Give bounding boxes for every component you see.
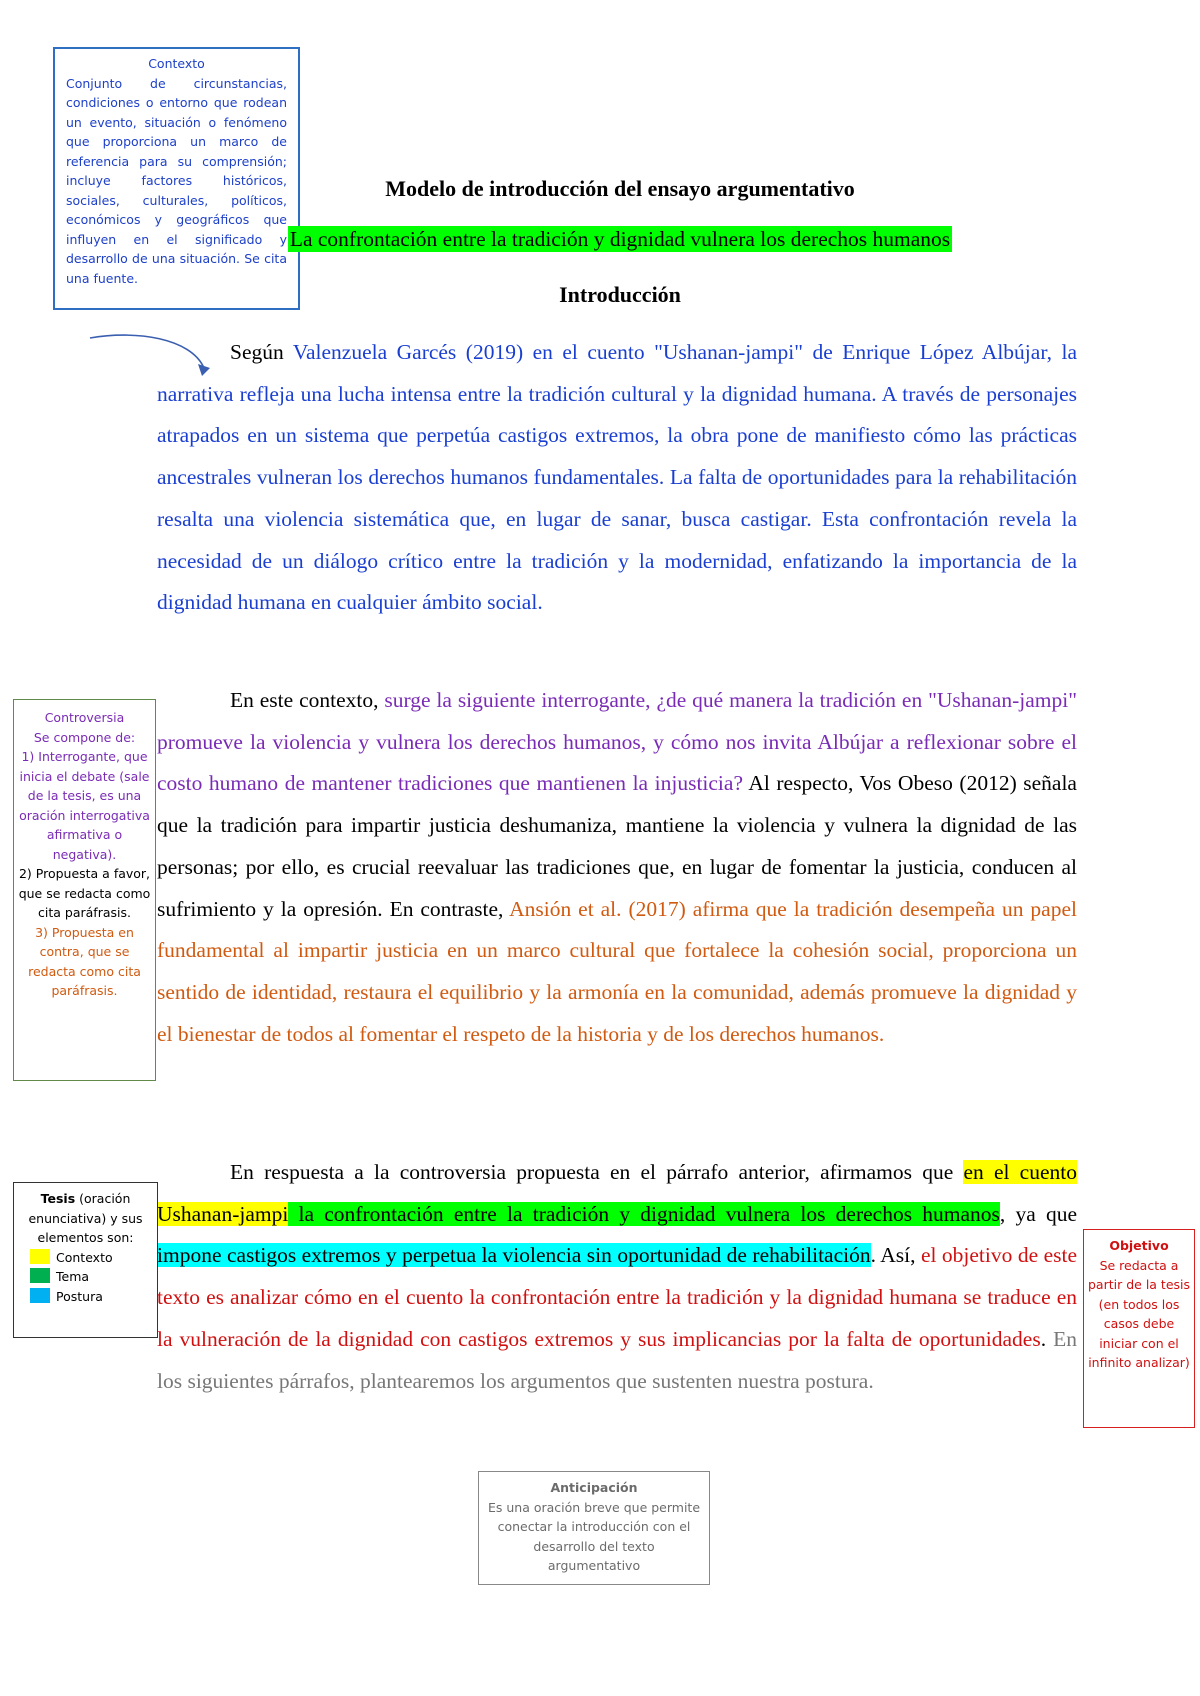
p1-lead: Según (230, 340, 293, 364)
controversy-item-3-label: 3) Propuesta en contra, (35, 924, 134, 959)
paragraph-controversy (157, 680, 1077, 1055)
controversy-item-1 (18, 747, 151, 864)
paragraph-thesis (157, 1152, 1077, 1402)
p3-lead: En respuesta a la controversia propuesta en el párrafo anterior, afirmamos que (230, 1160, 964, 1184)
highlighted-title-text: La confrontación entre la tradición y dignidad vulnera los derechos humanos (289, 227, 951, 251)
p3-anticipation: En los siguientes párrafos, plantearemos los argumentos que sustenten nuestra postura. (157, 1326, 1077, 1393)
controversy-note-subtitle: Se compone de: (33, 729, 136, 745)
p3-mid: , ya que (999, 1201, 1077, 1226)
p2-question: surge la siguiente interrogante, ¿de qué manera la tradición en "Ushanan-jampi" promueve la violencia y vulnera los derechos humanos, y cómo nos invita Albújar a reflexionar sobre el costo humano de mantener tradiciones que mantienen la injusticia? (157, 688, 1077, 796)
paragraph-context (157, 332, 1077, 624)
thesis-note-header (18, 1189, 153, 1248)
p3-theme-highlight: la confrontación entre la tradición y dignidad vulnera los derechos humanos (288, 1201, 1000, 1226)
controversy-item-2-label: 2) Propuesta a favor, (18, 866, 151, 881)
thesis-note (13, 1182, 158, 1338)
controversy-item-2 (18, 864, 151, 923)
p2-contra: Ansión et al. (2017) afirma que la tradición desempeña un papel fundamental al impartir justicia en un marco cultural que fortalece la cohesión social, proporciona un sentido de identidad, restaura el equilibrio y la armonía en la comunidad, además promueve la dignidad y el bienestar de todos al fomentar el respeto de la historia y de los derechos humanos. (157, 896, 1077, 1046)
legend-label-theme: Tema (56, 1269, 90, 1284)
thesis-legend (18, 1248, 153, 1307)
controversy-item-1-body: que inicia el debate (sale de la tesis, es una oración interrogativa afirmativa o negativa). (19, 749, 150, 862)
p3-objective: el objetivo de este texto es analizar cómo en el cuento la confrontación entre la tradición y la dignidad humana se traduce en la vulneración de la dignidad con castigos extremos y sus implicancias por la falta de oportunidades (157, 1243, 1077, 1351)
context-note-body: Conjunto de circunstancias, condiciones o entorno que rodean un evento, situación o fenómeno que proporciona un marco de referencia para su comprensión; incluye factores históricos, sociales, culturales, políticos, económicos y geográficos que influyen en el significado y desarrollo de una situación. Se cita una fuente. (66, 75, 287, 286)
context-note-title: Contexto (148, 56, 205, 71)
anticipation-note (478, 1471, 710, 1585)
thesis-note-title: Tesis (40, 1191, 76, 1206)
section-heading: Introducción (559, 282, 681, 307)
legend-item-context (30, 1248, 153, 1268)
p1-context-text: Valenzuela Garcés (2019) en el cuento "Ushanan-jampi" de Enrique López Albújar, la narrativa refleja una lucha intensa entre la tradición cultural y la dignidad humana. A través de personajes atrapados en un sistema que perpetúa castigos extremos, la obra pone de manifiesto cómo las prácticas ancestrales vulneran los derechos humanos fundamentales. La falta de oportunidades para la rehabilitación resalta una violencia sistemática que, en lugar de sanar, busca castigar. Esta confrontación revela la necesidad de un diálogo crítico entre la tradición y la modernidad, enfatizando la importancia de la dignidad humana en cualquier ámbito social. (157, 340, 1077, 615)
highlighted-title (160, 227, 1080, 252)
controversy-item-1-label: 1) Interrogante, (21, 749, 120, 764)
p3-connector: . Así, (870, 1243, 921, 1268)
thesis-note-body: (oración enunciativa) y sus elementos son: (28, 1191, 143, 1245)
p2-favor: Vos Obeso (2012) señala que la tradición para impartir justicia deshumaniza, mantiene la violencia y vulnera la dignidad de las personas; por ello, es crucial reevaluar las tradiciones que, en lugar de fomentar la justicia, conducen al sufrimiento y la opresión. (157, 771, 1077, 921)
p3-end: . (1040, 1326, 1054, 1351)
legend-label-stance: Postura (56, 1288, 103, 1304)
p3-stance-highlight: impone castigos extremos y perpetua la violencia sin oportunidad de rehabilitación (157, 1243, 871, 1268)
p2-connector-2: En contraste, (382, 896, 510, 921)
legend-item-stance (30, 1287, 153, 1307)
green-swatch-icon (30, 1268, 50, 1283)
p2-lead: En este contexto, (230, 688, 385, 712)
blue-swatch-icon (30, 1288, 50, 1303)
anticipation-note-body: Es una oración breve que permite conectar la introducción con el desarrollo del texto argumentativo (487, 1499, 701, 1573)
p3-context-highlight: en el cuento Ushanan-jampi (157, 1160, 1077, 1226)
legend-label-context: Contexto (56, 1249, 113, 1265)
document-title: Modelo de introducción del ensayo argumentativo (385, 176, 855, 201)
controversy-note (13, 699, 156, 1081)
controversy-item-3-body: que se redacta como cita paráfrasis. (28, 944, 141, 998)
anticipation-note-title: Anticipación (550, 1480, 638, 1495)
p2-connector-1: Al respecto, (743, 771, 860, 796)
objective-note (1083, 1229, 1195, 1428)
controversy-note-title: Controversia (44, 710, 125, 725)
legend-item-theme (30, 1267, 153, 1287)
yellow-swatch-icon (30, 1249, 50, 1264)
controversy-item-2-body: que se redacta como cita paráfrasis. (18, 885, 151, 920)
objective-note-title: Objetivo (1109, 1238, 1169, 1253)
controversy-item-3 (18, 923, 151, 1001)
objective-note-body: Se redacta a partir de la tesis (en todos los casos debe iniciar con el infinito analizar) (1088, 1257, 1191, 1370)
